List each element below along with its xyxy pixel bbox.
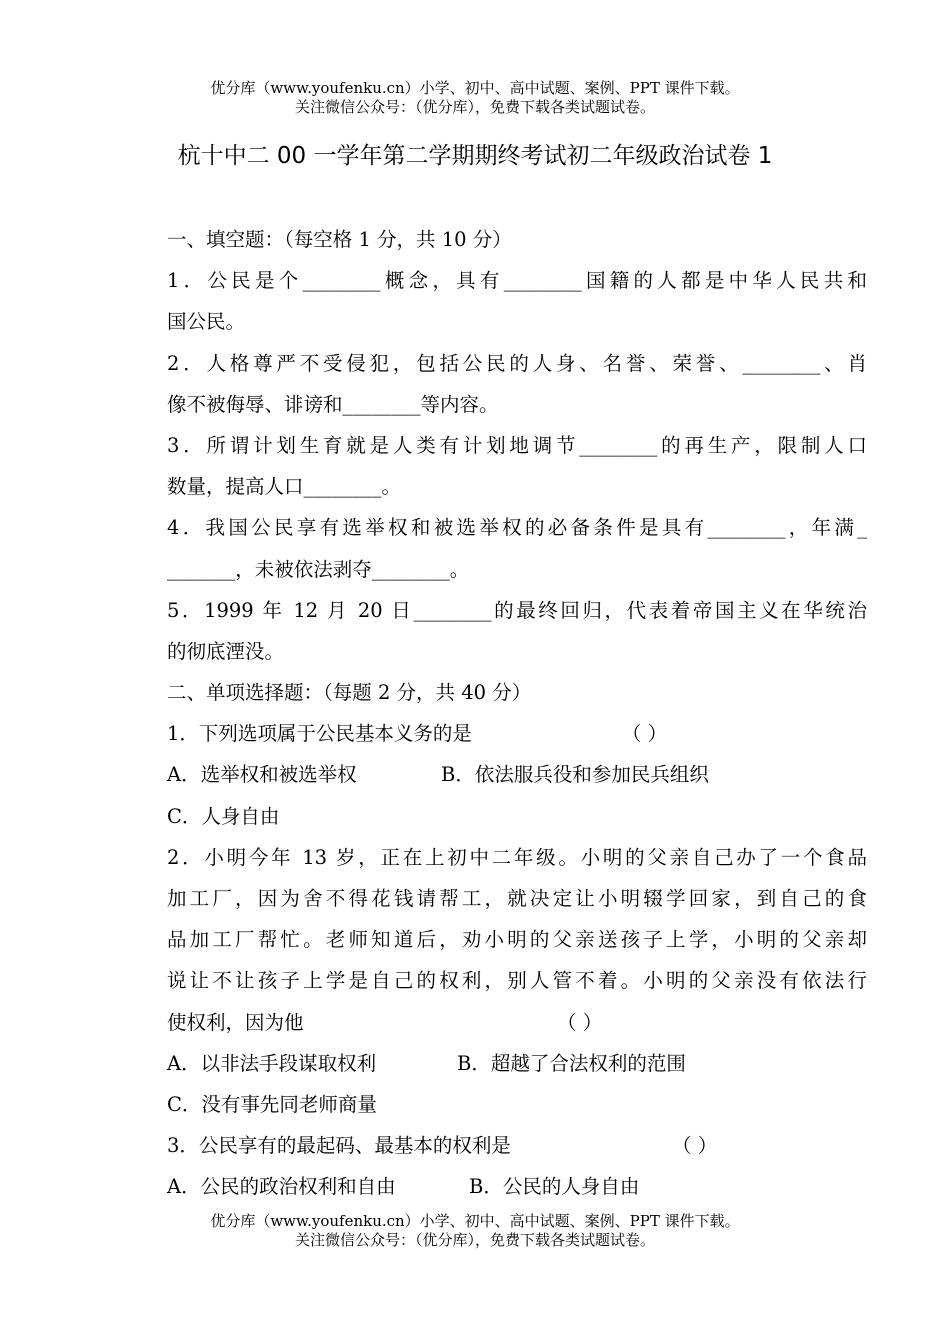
banner-line-2: 关注微信公众号：（优分库），免费下载各类试题试卷。 xyxy=(294,98,655,116)
option-c: C．人身自由 xyxy=(167,804,280,828)
question-text: 1．下列选项属于公民基本义务的是 xyxy=(167,722,472,746)
question-3-stem xyxy=(167,1125,867,1166)
answer-paren: （ ） xyxy=(557,1010,603,1034)
question-text: 使权利，因为他 xyxy=(167,1010,304,1034)
section1-heading: 一、填空题：（每空格 1 分，共 10 分） xyxy=(167,228,512,251)
question-1-options xyxy=(167,754,867,795)
option-a: A．以非法手段谋取权利 xyxy=(167,1051,377,1075)
section2-heading: 二、单项选择题：（每题 2 分，共 40 分） xyxy=(167,681,532,705)
question-2-line: 品加工厂帮忙。老师知道后，劝小明的父亲送孩子上学，小明的父亲却 xyxy=(167,928,867,952)
fill-blank-line: 4．我国公民享有选举权和被选举权的必备条件是具有________，年满_ xyxy=(167,516,867,540)
option-a: A．选举权和被选举权 xyxy=(167,763,357,787)
option-b: B．依法服兵役和参加民兵组织 xyxy=(441,763,709,787)
question-2-options xyxy=(167,1043,867,1084)
question-2-line: 说让不让孩子上学是自己的权利，别人管不着。小明的父亲没有依法行 xyxy=(167,969,867,993)
option-a: A．公民的政治权利和自由 xyxy=(167,1175,396,1199)
option-c: C．没有事先同老师商量 xyxy=(167,1092,377,1116)
question-2-line: 加工厂，因为舍不得花钱请帮工，就决定让小明辍学回家，到自己的食 xyxy=(167,887,867,910)
answer-paren: （ ） xyxy=(621,722,668,746)
footer-banner xyxy=(0,1212,950,1250)
fill-blank-line: 1．公民是个________概念，具有________国籍的人都是中华人民共和 xyxy=(167,269,867,293)
fill-blank-line: 像不被侮辱、诽谤和________等内容。 xyxy=(167,392,499,416)
question-text: 3．公民享有的最起码、最基本的权利是 xyxy=(167,1134,511,1158)
banner-line-1: 优分库（www.youfenku.cn）小学、初中、高中试题、案例、PPT 课件下载。 xyxy=(210,1212,740,1230)
exam-content xyxy=(167,219,867,1208)
question-2-line: 2．小明今年 13 岁，正在上初中二年级。小明的父亲自己办了一个食品 xyxy=(167,845,867,869)
question-2-last-line xyxy=(167,1002,867,1043)
banner-line-2: 关注微信公众号：（优分库），免费下载各类试题试卷。 xyxy=(294,1231,655,1249)
answer-paren: （ ） xyxy=(672,1134,718,1158)
fill-blank-line: 的彻底湮没。 xyxy=(167,639,285,663)
fill-blank-line: _______，未被依法剥夺________。 xyxy=(167,557,470,581)
banner-line-1: 优分库（www.youfenku.cn）小学、初中、高中试题、案例、PPT 课件下载。 xyxy=(210,79,740,97)
question-3-options xyxy=(167,1166,867,1207)
header-banner xyxy=(0,79,950,117)
fill-blank-line: 3．所谓计划生育就是人类有计划地调节________的再生产，限制人口 xyxy=(167,433,867,457)
fill-blank-line: 数量，提高人口________。 xyxy=(167,475,402,499)
option-b: B．公民的人身自由 xyxy=(469,1175,640,1199)
fill-blank-line: 国公民。 xyxy=(167,310,246,334)
question-1-stem xyxy=(167,713,867,754)
page-title: 杭十中二 00 一学年第二学期期终考试初二年级政治试卷 1 xyxy=(177,143,773,169)
fill-blank-line: 2．人格尊严不受侵犯，包括公民的人身、名誉、荣誉、________、肖 xyxy=(167,351,867,375)
option-b: B．超越了合法权利的范围 xyxy=(457,1051,686,1075)
fill-blank-line: 5．1999 年 12 月 20 日________的最终回归，代表着帝国主义在华统治 xyxy=(167,598,867,622)
